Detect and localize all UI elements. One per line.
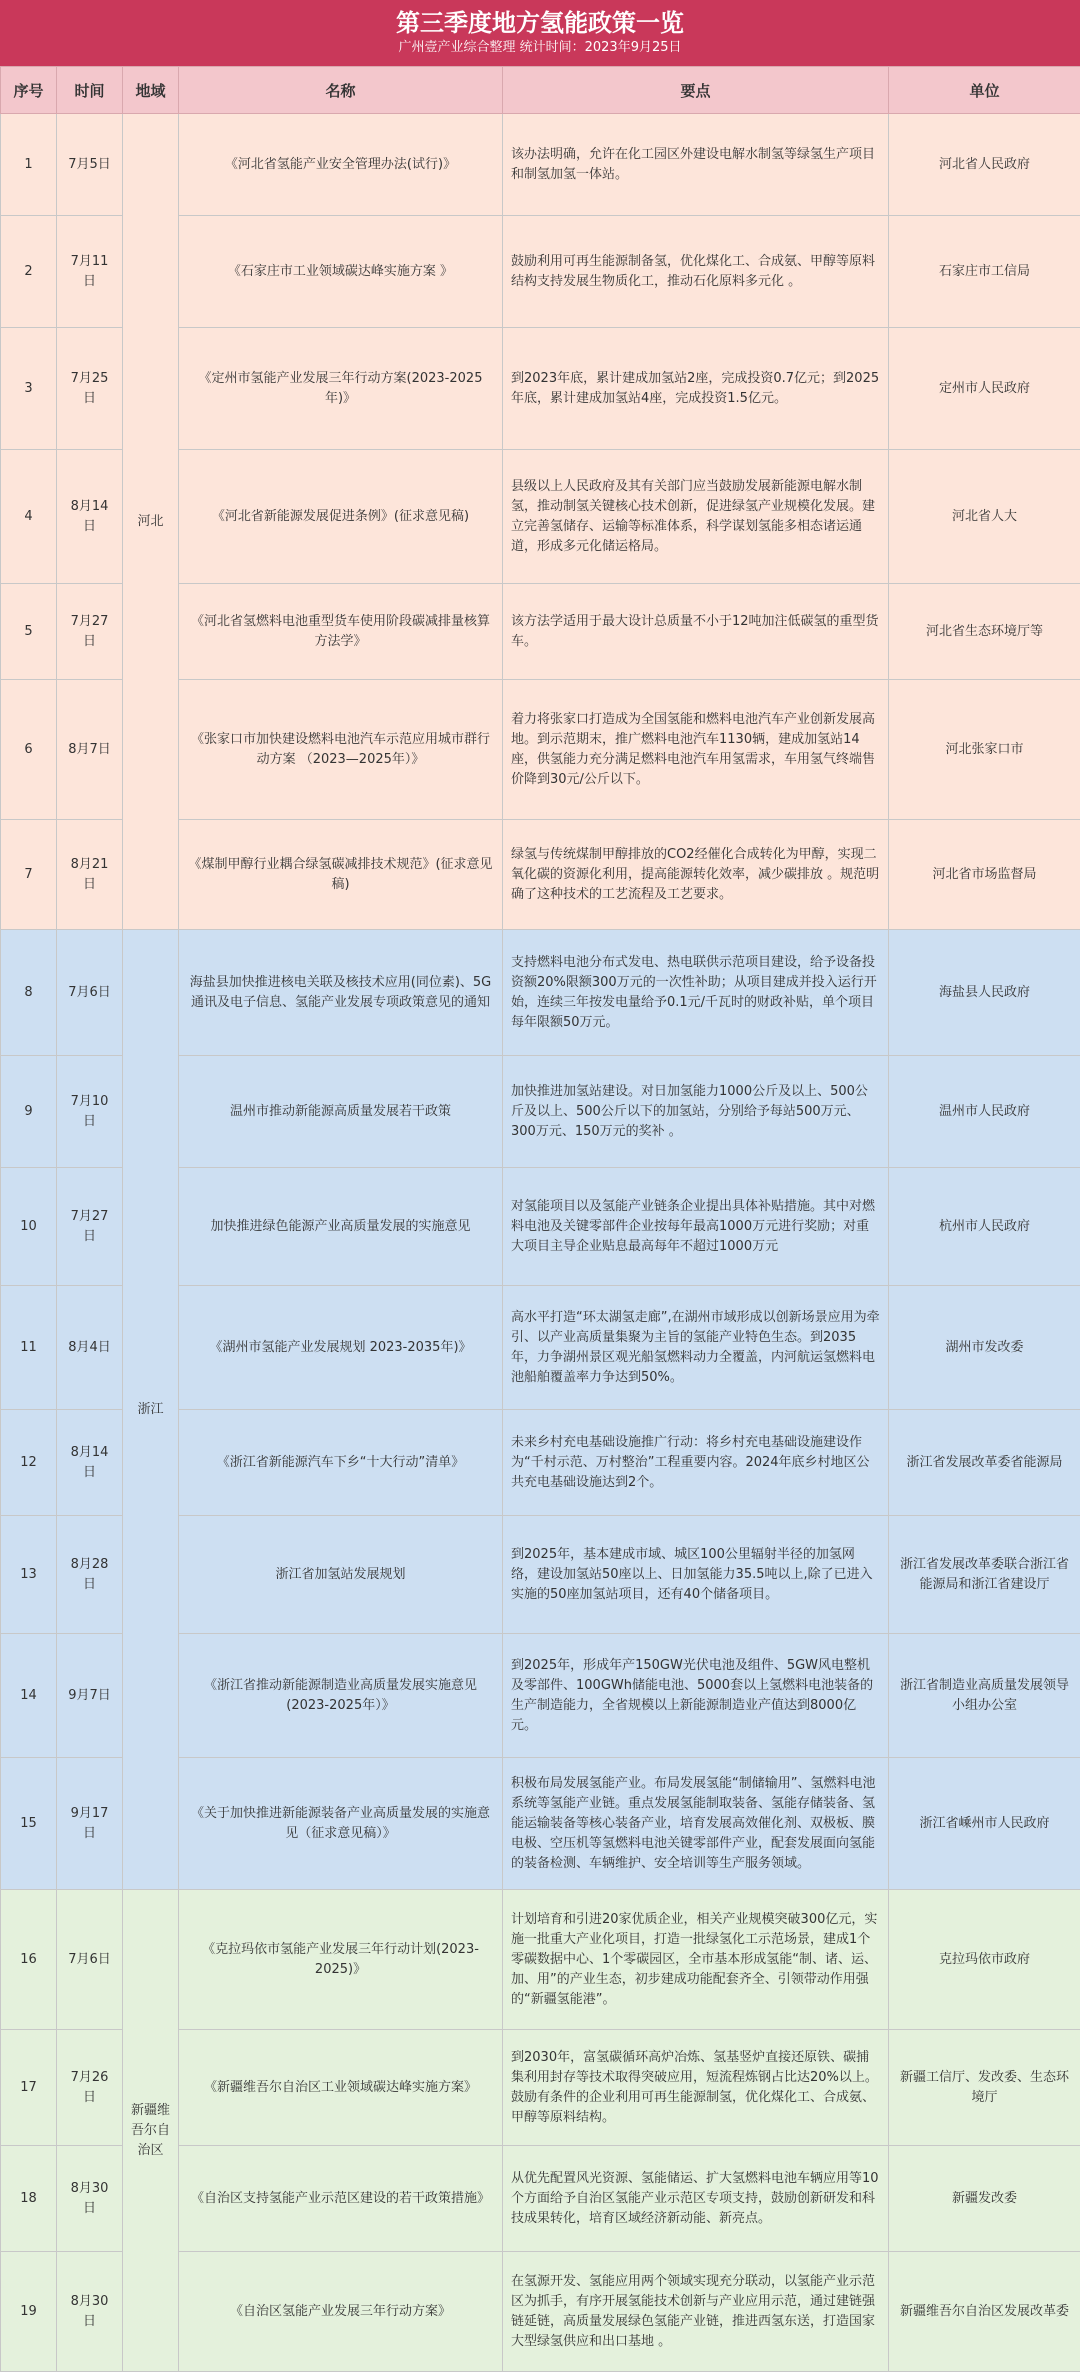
- row-date: 9月7日: [57, 1634, 123, 1758]
- row-date: 8月28日: [57, 1516, 123, 1634]
- row-name: 《煤制甲醇行业耦合绿氢碳减排技术规范》(征求意见稿): [179, 820, 503, 930]
- row-name: 《新疆维吾尔自治区工业领域碳达峰实施方案》: [179, 2030, 503, 2146]
- row-no: 12: [1, 1410, 57, 1516]
- row-name: 温州市推动新能源高质量发展若干政策: [179, 1056, 503, 1168]
- row-name: 《浙江省推动新能源制造业高质量发展实施意见 (2023-2025年）》: [179, 1634, 503, 1758]
- row-name: 《湖州市氢能产业发展规划 2023-2035年)》: [179, 1286, 503, 1410]
- row-no: 10: [1, 1168, 57, 1286]
- row-name: 《定州市氢能产业发展三年行动方案(2023-2025年)》: [179, 328, 503, 450]
- row-points: 着力将张家口打造成为全国氢能和燃料电池汽车产业创新发展高地。到示范期末，推广燃料电池汽车1130辆，建成加氢站14座，供氢能力充分满足燃料电池汽车用氢需求，车用氢气终端售价降到30元/公斤以下。: [503, 680, 889, 820]
- row-name: 《河北省氢燃料电池重型货车使用阶段碳减排量核算方法学》: [179, 584, 503, 680]
- row-date: 7月26日: [57, 2030, 123, 2146]
- region-cell-zhejiang: 浙江: [123, 930, 179, 1890]
- row-points: 县级以上人民政府及其有关部门应当鼓励发展新能源电解水制氢，推动制氢关键核心技术创新，促进绿氢产业规模化发展。建立完善氢储存、运输等标准体系，科学谋划氢能多相态诸运通道，形成多元化储运格局。: [503, 450, 889, 584]
- row-unit: 温州市人民政府: [889, 1056, 1080, 1168]
- row-date: 8月14日: [57, 450, 123, 584]
- row-unit: 浙江省嵊州市人民政府: [889, 1758, 1080, 1890]
- row-date: 8月7日: [57, 680, 123, 820]
- row-unit: 河北张家口市: [889, 680, 1080, 820]
- row-unit: 克拉玛依市政府: [889, 1890, 1080, 2030]
- row-no: 3: [1, 328, 57, 450]
- col-header-date: 时间: [57, 67, 123, 114]
- row-no: 2: [1, 216, 57, 328]
- row-points: 加快推进加氢站建设。对日加氢能力1000公斤及以上、500公斤及以上、500公斤以下的加氢站，分别给予每站500万元、300万元、150万元的奖补 。: [503, 1056, 889, 1168]
- row-name: 《克拉玛依市氢能产业发展三年行动计划(2023-2025)》: [179, 1890, 503, 2030]
- row-unit: 海盐县人民政府: [889, 930, 1080, 1056]
- row-points: 计划培育和引进20家优质企业，相关产业规模突破300亿元，实施一批重大产业化项目，打造一批绿氢化工示范场景，建成1个零碳数据中心、1个零碳园区，全市基本形成氢能“制、诸、运、加、用”的产业生态，初步建成功能配套齐全、引领带动作用强的“新疆氢能港”。: [503, 1890, 889, 2030]
- row-no: 5: [1, 584, 57, 680]
- row-name: 《自治区氢能产业发展三年行动方案》: [179, 2252, 503, 2372]
- row-name: 《浙江省新能源汽车下乡“十大行动”清单》: [179, 1410, 503, 1516]
- row-name: 《石家庄市工业领域碳达峰实施方案 》: [179, 216, 503, 328]
- row-name: 《关于加快推进新能源装备产业高质量发展的实施意见（征求意见稿）》: [179, 1758, 503, 1890]
- row-date: 7月11日: [57, 216, 123, 328]
- row-date: 9月17日: [57, 1758, 123, 1890]
- row-unit: 河北省市场监督局: [889, 820, 1080, 930]
- region-cell-xinjiang: 新疆维吾尔自治区: [123, 1890, 179, 2372]
- row-points: 从优先配置风光资源、氢能储运、扩大氢燃料电池车辆应用等10个方面给予自治区氢能产业示范区专项支持，鼓励创新研发和科技成果转化，培育区域经济新动能、新亮点。: [503, 2146, 889, 2252]
- row-no: 11: [1, 1286, 57, 1410]
- row-no: 6: [1, 680, 57, 820]
- row-unit: 新疆发改委: [889, 2146, 1080, 2252]
- row-date: 8月4日: [57, 1286, 123, 1410]
- row-no: 17: [1, 2030, 57, 2146]
- row-date: 8月14日: [57, 1410, 123, 1516]
- row-no: 18: [1, 2146, 57, 2252]
- row-name: 加快推进绿色能源产业高质量发展的实施意见: [179, 1168, 503, 1286]
- row-points: 到2025年，形成年产150GW光伏电池及组件、5GW风电整机及零部件、100GWh储能电池、5000套以上氢燃料电池装备的生产制造能力，全省规模以上新能源制造业产值达到8000亿元。: [503, 1634, 889, 1758]
- row-no: 1: [1, 114, 57, 216]
- row-name: 《张家口市加快建设燃料电池汽车示范应用城市群行动方案 （2023—2025年）》: [179, 680, 503, 820]
- row-no: 9: [1, 1056, 57, 1168]
- row-date: 8月21日: [57, 820, 123, 930]
- row-unit: 浙江省制造业高质量发展领导小组办公室: [889, 1634, 1080, 1758]
- row-name: 海盐县加快推进核电关联及核技术应用(同位素)、5G通讯及电子信息、氢能产业发展专项政策意见的通知: [179, 930, 503, 1056]
- row-name: 《河北省氢能产业安全管理办法(试行)》: [179, 114, 503, 216]
- row-no: 16: [1, 1890, 57, 2030]
- row-unit: 石家庄市工信局: [889, 216, 1080, 328]
- row-points: 该办法明确，允许在化工园区外建设电解水制氢等绿氢生产项目和制氢加氢一体站。: [503, 114, 889, 216]
- row-points: 未来乡村充电基础设施推广行动：将乡村充电基础设施建设作为“千村示范、万村整治”工程重要内容。2024年底乡村地区公共充电基础设施达到2个。: [503, 1410, 889, 1516]
- row-date: 7月25日: [57, 328, 123, 450]
- row-no: 14: [1, 1634, 57, 1758]
- row-no: 19: [1, 2252, 57, 2372]
- region-cell-hebei: 河北: [123, 114, 179, 930]
- row-unit: 河北省人民政府: [889, 114, 1080, 216]
- table-row: [1, 930, 1080, 1056]
- row-date: 7月10日: [57, 1056, 123, 1168]
- row-unit: 湖州市发改委: [889, 1286, 1080, 1410]
- row-date: 7月27日: [57, 1168, 123, 1286]
- row-name: 《河北省新能源发展促进条例》(征求意见稿): [179, 450, 503, 584]
- row-no: 8: [1, 930, 57, 1056]
- row-points: 到2023年底，累计建成加氢站2座，完成投资0.7亿元；到2025年底，累计建成加氢站4座，完成投资1.5亿元。: [503, 328, 889, 450]
- row-points: 到2025年，基本建成市域、城区100公里辐射半径的加氢网络，建设加氢站50座以上、日加氢能力35.5吨以上,除了已进入实施的50座加氢站项目，还有40个储备项目。: [503, 1516, 889, 1634]
- col-header-points: 要点: [503, 67, 889, 114]
- row-unit: 河北省人大: [889, 450, 1080, 584]
- row-points: 高水平打造“环太湖氢走廊”,在湖州市域形成以创新场景应用为牵引、以产业高质量集聚为主旨的氢能产业特色生态。到2035年，力争湖州景区观光船氢燃料动力全覆盖，内河航运氢燃料电池船舶覆盖率力争达到50%。: [503, 1286, 889, 1410]
- row-unit: 浙江省发展改革委省能源局: [889, 1410, 1080, 1516]
- row-date: 7月5日: [57, 114, 123, 216]
- row-unit: 杭州市人民政府: [889, 1168, 1080, 1286]
- row-points: 对氢能项目以及氢能产业链条企业提出具体补贴措施。其中对燃料电池及关键零部件企业按每年最高1000万元进行奖励；对重大项目主导企业贴息最高每年不超过1000万元: [503, 1168, 889, 1286]
- row-unit: 定州市人民政府: [889, 328, 1080, 450]
- row-points: 到2030年，富氢碳循环高炉冶炼、氢基竖炉直接还原铁、碳捕集利用封存等技术取得突破应用，短流程炼钢占比达20%以上。鼓励有条件的企业利用可再生能源制氢，优化煤化工、合成氨、甲醇等原料结构。: [503, 2030, 889, 2146]
- row-unit: 浙江省发展改革委联合浙江省能源局和浙江省建设厅: [889, 1516, 1080, 1634]
- row-unit: 新疆维吾尔自治区发展改革委: [889, 2252, 1080, 2372]
- col-header-region: 地域: [123, 67, 179, 114]
- row-date: 7月27日: [57, 584, 123, 680]
- row-date: 7月6日: [57, 930, 123, 1056]
- row-no: 7: [1, 820, 57, 930]
- row-no: 4: [1, 450, 57, 584]
- title-bar: [0, 0, 1080, 66]
- row-points: 该方法学适用于最大设计总质量不小于12吨加注低碳氢的重型货车。: [503, 584, 889, 680]
- col-header-name: 名称: [179, 67, 503, 114]
- row-unit: 新疆工信厅、发改委、生态环境厅: [889, 2030, 1080, 2146]
- row-points: 积极布局发展氢能产业。布局发展氢能“制储输用”、氢燃料电池系统等氢能产业链。重点发展氢能制取装备、氢能存储装备、氢能运输装备等核心装备产业，培育发展高效催化剂、双极板、膜电极、空压机等氢燃料电池关键零部件产业，配套发展面向氢能的装备检测、车辆维护、安全培训等生产服务领域。: [503, 1758, 889, 1890]
- table-row: [1, 1890, 1080, 2030]
- col-header-unit: 单位: [889, 67, 1080, 114]
- row-no: 13: [1, 1516, 57, 1634]
- row-points: 支持燃料电池分布式发电、热电联供示范项目建设，给予设备投资额20%限额300万元的一次性补助；从项目建成并投入运行开始，连续三年按发电量给予0.1元/千瓦时的财政补贴，单个项目每年限额50万元。: [503, 930, 889, 1056]
- col-header-no: 序号: [1, 67, 57, 114]
- page-subtitle: 广州壹产业综合整理 统计时间：2023年9月25日: [0, 38, 1080, 58]
- row-date: 8月30日: [57, 2252, 123, 2372]
- row-date: 7月6日: [57, 1890, 123, 2030]
- row-name: 浙江省加氢站发展规划: [179, 1516, 503, 1634]
- row-unit: 河北省生态环境厅等: [889, 584, 1080, 680]
- row-points: 绿氢与传统煤制甲醇排放的CO2经催化合成转化为甲醇，实现二氧化碳的资源化利用，提高能源转化效率，减少碳排放 。规范明确了这种技术的工艺流程及工艺要求。: [503, 820, 889, 930]
- row-no: 15: [1, 1758, 57, 1890]
- table-row: [1, 114, 1080, 216]
- policy-table: [0, 66, 1080, 2372]
- row-name: 《自治区支持氢能产业示范区建设的若干政策措施》: [179, 2146, 503, 2252]
- page-title: 第三季度地方氢能政策一览: [0, 0, 1080, 38]
- table-header-row: [1, 67, 1080, 114]
- row-date: 8月30日: [57, 2146, 123, 2252]
- row-points: 鼓励利用可再生能源制备氢，优化煤化工、合成氨、甲醇等原料结构支持发展生物质化工，推动石化原料多元化 。: [503, 216, 889, 328]
- row-points: 在氢源开发、氢能应用两个领域实现充分联动，以氢能产业示范区为抓手，有序开展氢能技术创新与产业应用示范，通过建链强链延链，高质量发展绿色氢能产业链，推进西氢东送，打造国家大型绿氢供应和出口基地 。: [503, 2252, 889, 2372]
